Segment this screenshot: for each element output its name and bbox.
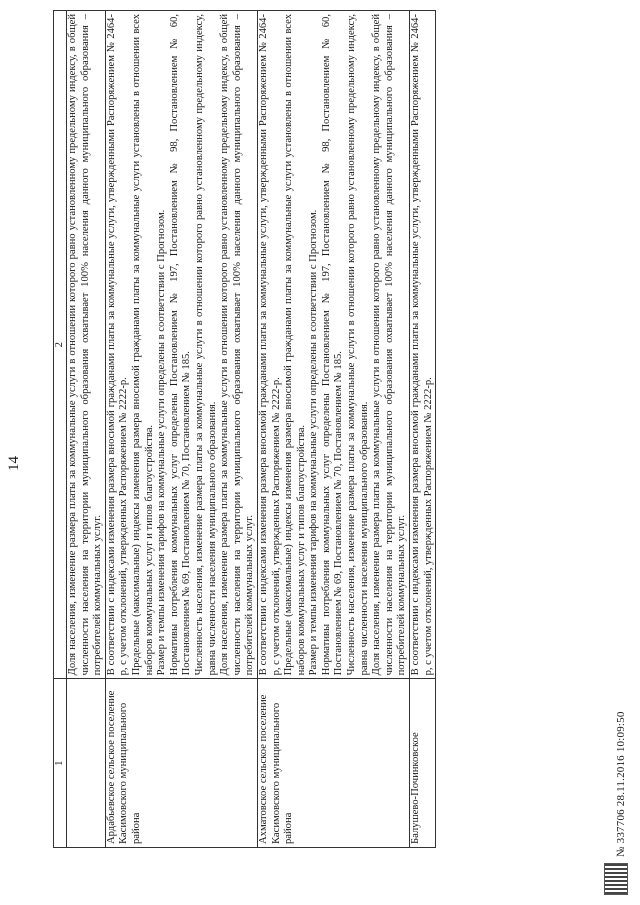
settlement-name: Ахматовское сельское поселение Касимовского муниципального района <box>257 679 409 848</box>
paragraph: Нормативы потребления коммунальных услуг определены Постановлением № 197, Постановлением № 98, Постановлением № 60, Постановлением № 69, Постановлением № 70, Постановлением № 185. <box>320 14 345 676</box>
settlement-text-cell <box>105 11 257 679</box>
paragraph: Размер и темпы изменения тарифов на коммунальные услуги определены в соответствии с Прогнозом. <box>308 209 320 676</box>
paragraph: В соответствии с индексами изменения размера вносимой гражданами платы за коммунальные услуги, утвержденными Распоряжением № 2464-р, с учетом отклонений, утвержденных Распоряжением № 2222-р. <box>105 14 130 676</box>
settlement-name: Балушево-Починковское <box>410 679 436 848</box>
paragraph: Предельные (максимальные) индексы изменения размера вносимой гражданами платы за коммунальные услуги установлены в отношении всех наборов коммунальных услуг и типов благоустройства. <box>130 14 155 676</box>
paragraph: Доля населения, изменение размера платы за коммунальные услуги в отношении которого равно установленному предельному индексу, в общей численности населения на территории муниципального образования охватывает 100% населения данного муниципального образования – потребителей коммунальных услуг. <box>371 14 408 676</box>
settlement-name: Ардабьевское сельское поселение Касимовского муниципального района <box>105 679 257 848</box>
continuation-row <box>67 11 106 848</box>
header-col-2: 2 <box>54 11 67 679</box>
paragraph: Предельные (максимальные) индексы изменения размера вносимой гражданами платы за коммунальные услуги установлены в отношении всех наборов коммунальных услуг и типов благоустройства. <box>283 14 307 676</box>
paragraph: В соответствии с индексами изменения размера вносимой гражданами платы за коммунальные услуги, утвержденными Распоряжением № 2464-р, с учетом отклонений, утвержденных Распоряжением № 2222-р. <box>257 14 282 676</box>
paragraph: Размер и темпы изменения тарифов на коммунальные услуги определены в соответствии с Прогнозом. <box>156 209 168 676</box>
settlement-text-cell <box>257 11 409 679</box>
paragraph: Численность населения, изменение размера платы за коммунальные услуги в отношении которого равно установленному предельному индексу, равна численности населения муниципального образования. <box>346 14 370 676</box>
paragraph: В соответствии с индексами изменения размера вносимой гражданами платы за коммунальные услуги, утвержденными Распоряжением № 2464-р, с учетом отклонений, утвержденных Распоряжением № 2222-р. <box>410 14 434 676</box>
table-row <box>105 11 257 848</box>
tariff-table <box>53 10 436 848</box>
table-row <box>410 11 436 848</box>
table-row <box>257 11 409 848</box>
table-header-row <box>54 11 67 848</box>
paragraph: Доля населения, изменение размера платы за коммунальные услуги в отношении которого равно установленному предельному индексу, в общей численности населения на территории муниципального образования охватывает 100% населения данного муниципального образования – потребителей коммунальных услуг. <box>219 14 256 676</box>
stamp-text: № 337706 28.11.2016 10:09:50 <box>615 711 627 857</box>
page-number: 14 <box>6 456 22 471</box>
settlement-text-cell <box>410 11 436 679</box>
header-col-1: 1 <box>54 679 67 848</box>
continuation-text-cell <box>67 11 106 679</box>
barcode-logo-icon <box>604 863 628 895</box>
continuation-name-cell <box>67 679 106 848</box>
paragraph: Численность населения, изменение размера платы за коммунальные услуги в отношении которого равно установленному предельному индексу, равна численности населения муниципального образования. <box>193 14 218 676</box>
paragraph: Доля населения, изменение размера платы за коммунальные услуги в отношении которого равно установленному предельному индексу, в общей численности населения на территории муниципального образования охватывает 100% населения данного муниципального образования – потребителей коммунальных услуг. <box>67 14 104 676</box>
paragraph: Нормативы потребления коммунальных услуг определены Постановлением № 197, Постановлением № 98, Постановлением № 60, Постановлением № 69, Постановлением № 70, Постановлением № 185. <box>168 14 193 676</box>
registration-stamp <box>604 711 628 895</box>
